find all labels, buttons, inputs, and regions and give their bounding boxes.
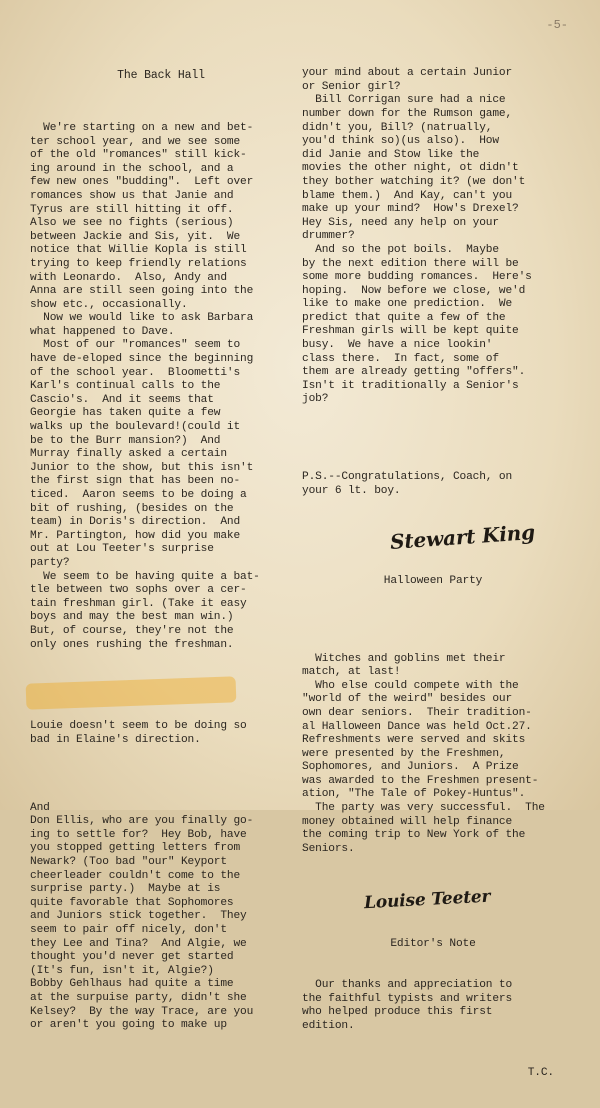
left-column — [30, 40, 292, 1060]
highlighted-passage — [30, 679, 292, 774]
highlighted-text: Louie doesn't seem to be doing so bad in Elaine's direction. — [30, 720, 247, 746]
signature-louise-teeter: Louise Teeter — [363, 886, 491, 913]
halloween-party-title: Halloween Party — [383, 574, 483, 587]
back-hall-continued: your mind about a certain Junior or Senior girl? Bill Corrigan sure had a nice number down for the Rumson game, didn't you, Bill? (natrually, you'd think so)(us also). How did Janie and Stow like the movies the other night, ot didn't they bother watching it? (we don't blame them.) And Kay, can't you make up your mind? How's Drexel? Hey Sis, need any help on your drummer? And so the pot boils. Maybe by the next edition there will be some more budding romances. Here's hoping. Now before we close, we'd like to make one prediction. We predict that quite a few of the Freshman girls will be kept quite busy. We have a nice lookin' class there. In fact, some of them are already getting "offers". Isn't it traditionally a Senior's job? — [302, 67, 532, 406]
page-number: -5- — [546, 18, 568, 32]
right-column — [302, 40, 564, 1108]
back-hall-paragraph-1: We're starting on a new and bet- ter school year, and we see some of the old "romances" still kick- ing around in the school, and a few new ones "budding". Left over romances show us that Janie and Tyrus are still hitting it off. Also we see no fights (serious) between Jackie and Sis, yit. We notice that Willie Kopla is still trying to keep friendly relations with Leonardo. Also, Andy and Anna are still seen going into the show etc., occasionally. Now we would like to ask Barbara what happened to Dave. Most of our "romances" seem to have de-eloped since the beginning of the school year. Bloometti's Karl's continual calls to the Cascio's. And it seems that Georgie has taken quite a few walks up the boulevard!(could it be to the Burr mansion?) And Murray finally asked a certain Junior to the show, but this isn't the first sign that has been no- ticed. Aaron seems to be doing a bit of rushing, (besides on the team) in Doris's direction. And Mr. Partington, how did you make out at Lou Teeter's surprise party? We seem to be having quite a bat- tle between two sophs over a cer- tain freshman girl. (Take it easy boys and may the best man win.) But, of course, they're not the only ones rushing the freshman. — [30, 121, 260, 651]
signature-stewart-king: Stewart King — [389, 519, 536, 554]
editors-note-paragraph: Our thanks and appreciation to the faithful typists and writers who helped produce this first edition. — [302, 979, 513, 1032]
postscript: P.S.--Congratulations, Coach, on your 6 lt. boy. — [302, 471, 513, 497]
spacer — [302, 434, 564, 444]
back-hall-title: The Back Hall — [117, 69, 205, 83]
editors-note-title: Editor's Note — [390, 938, 476, 951]
back-hall-paragraph-2: And Don Ellis, who are you finally go- ing to settle for? Hey Bob, have you stopped getting letters from Newark? (Too bad "our" Keyport cheerleader couldn't come to the surprise party.) Maybe at is quite favorable that Sophomores and Juniors stick together. They seem to pair off nicely, don't they Lee and Tina? And Algie, we thought you'd never get started (It's fun, isn't it, Algie?) Bobby Gehlhaus had quite a time at the surpuise party, didn't she Kelsey? By the way Trace, are you or aren't you going to make up — [30, 801, 254, 1032]
spacer — [302, 615, 564, 625]
halloween-party-paragraph: Witches and goblins met their match, at last! Who else could compete with the "world of the weird" besides our own dear seniors. Their tradition- al Halloween Dance was held Oct.27. Refreshments were served and skits were presented by the Freshmen, Sophomores, and Juniors. A Prize was awarded to the Freshmen present- ation, "The Tale of Pokey-Huntus". The party was very successful. The money obtained will help finance the coming trip to New York of the Seniors. — [302, 652, 545, 855]
highlighter-mark — [26, 677, 237, 710]
editor-initials: T.C. — [527, 1066, 554, 1079]
